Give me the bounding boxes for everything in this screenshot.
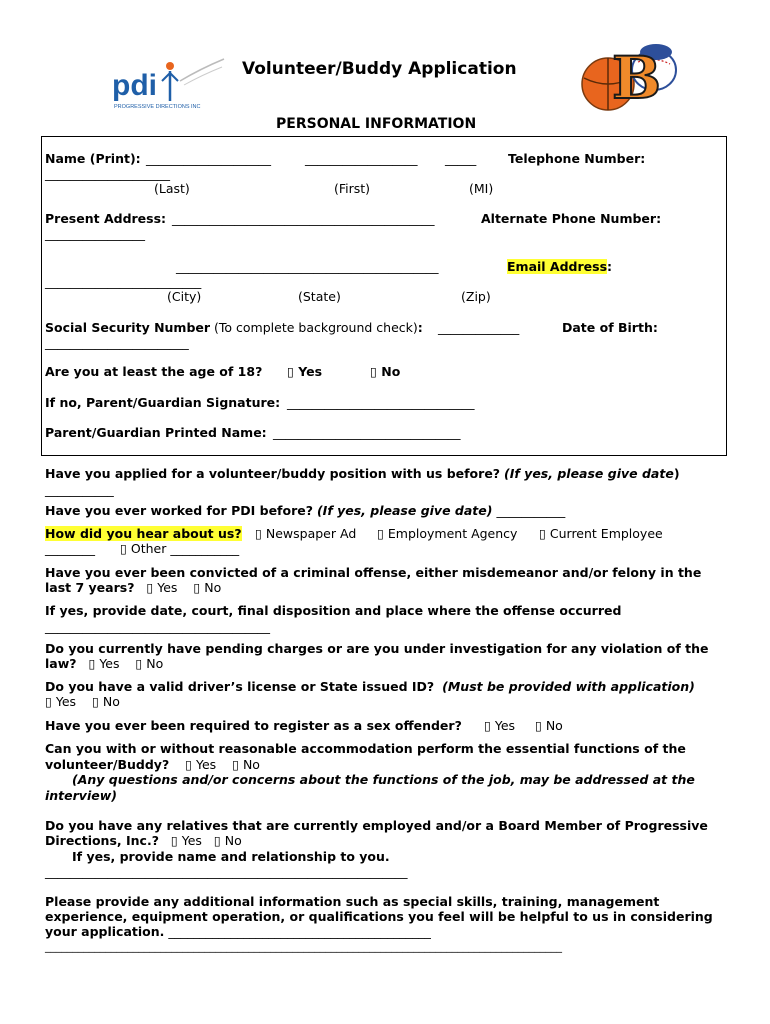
age-no-label: No bbox=[381, 364, 401, 379]
q9-no[interactable]: No bbox=[242, 757, 260, 772]
q1-close: ) bbox=[673, 466, 680, 481]
q10-field[interactable]: __________________________________________________________ bbox=[45, 864, 408, 879]
checkbox-icon[interactable]: ▯ bbox=[135, 656, 143, 671]
q9-line2-text: volunteer/Buddy? bbox=[45, 757, 170, 772]
q11-line1: Please provide any additional information such as special skills, training, management bbox=[45, 894, 660, 909]
q3-opt3-field[interactable]: ________ bbox=[45, 541, 95, 556]
checkbox-icon[interactable]: ▯ bbox=[120, 541, 127, 556]
q3-opt3-label: Current Employee bbox=[549, 526, 663, 541]
q10-yes[interactable]: Yes bbox=[181, 833, 202, 848]
q4-yes[interactable]: Yes bbox=[157, 580, 178, 595]
q1 bbox=[45, 466, 680, 481]
checkbox-icon[interactable]: ▯ bbox=[185, 757, 192, 772]
q2-field[interactable]: ___________ bbox=[496, 503, 566, 518]
q7-no[interactable]: No bbox=[102, 694, 120, 709]
ssn-note: (To complete background check) bbox=[214, 320, 418, 335]
ssn-label: Social Security Number bbox=[45, 320, 211, 335]
q10-line1: Do you have any relatives that are currently employed and/or a Board Member of Progressive bbox=[45, 818, 708, 833]
first-caption: (First) bbox=[334, 181, 371, 196]
checkbox-icon[interactable]: ▯ bbox=[91, 694, 99, 709]
q11-line2: experience, equipment operation, or qualifications you feel will be helpful to us in considering bbox=[45, 909, 713, 924]
q6-yes[interactable]: Yes bbox=[99, 656, 120, 671]
age-question: Are you at least the age of 18? bbox=[45, 364, 263, 379]
checkbox-icon[interactable]: ▯ bbox=[377, 526, 384, 541]
q11-field[interactable]: __________________________________________ bbox=[168, 924, 431, 939]
b-ball-logo bbox=[578, 32, 680, 118]
name-label: Name (Print): bbox=[45, 151, 141, 166]
q6-line2 bbox=[45, 656, 163, 671]
checkbox-icon[interactable]: ▯ bbox=[146, 580, 154, 595]
q8-options bbox=[484, 718, 563, 733]
q4-line1: Have you ever been convicted of a criminal offense, either misdemeanor and/or felony in the bbox=[45, 565, 702, 580]
q11-field2[interactable]: ______________________________________________________________________________________________ bbox=[45, 940, 562, 953]
q4-no[interactable]: No bbox=[204, 580, 222, 595]
checkbox-icon[interactable]: ▯ bbox=[370, 364, 377, 379]
zip-caption: (Zip) bbox=[461, 289, 491, 304]
q3 bbox=[45, 526, 242, 541]
q10-no[interactable]: No bbox=[224, 833, 242, 848]
q3-text: How did you hear about us? bbox=[45, 526, 242, 541]
q2 bbox=[45, 503, 565, 518]
b-logo-letter: B bbox=[612, 44, 662, 112]
dob-label: Date of Birth: bbox=[562, 320, 658, 335]
q1-text: Have you applied for a volunteer/buddy position with us before? bbox=[45, 466, 501, 481]
checkbox-icon[interactable]: ▯ bbox=[45, 694, 52, 709]
section-title: PERSONAL INFORMATION bbox=[276, 116, 477, 132]
mi-caption: (MI) bbox=[469, 181, 494, 196]
checkbox-icon[interactable]: ▯ bbox=[255, 526, 262, 541]
checkbox-icon[interactable]: ▯ bbox=[170, 833, 178, 848]
ssn-colon: : bbox=[417, 320, 423, 335]
guardian-sig-field[interactable]: ______________________________ bbox=[287, 395, 475, 410]
telephone-label: Telephone Number: bbox=[508, 151, 646, 166]
q1-note: (If yes, please give date bbox=[504, 466, 674, 481]
q7-yes[interactable]: Yes bbox=[55, 694, 77, 709]
pdi-logo bbox=[110, 55, 230, 111]
last-caption: (Last) bbox=[154, 181, 190, 196]
age-yes-option[interactable] bbox=[287, 364, 322, 379]
q3-opt1-label: Newspaper Ad bbox=[265, 526, 357, 541]
email-label bbox=[507, 259, 612, 274]
name-last-field[interactable]: ____________________ bbox=[146, 151, 271, 166]
q10-line2-text: Directions, Inc.? bbox=[45, 833, 159, 848]
name-first-field[interactable]: __________________ bbox=[305, 151, 418, 166]
address-label: Present Address: bbox=[45, 211, 167, 226]
telephone-field[interactable]: ____________________ bbox=[45, 166, 170, 181]
q2-text: Have you ever worked for PDI before? bbox=[45, 503, 313, 518]
guardian-sig-label: If no, Parent/Guardian Signature: bbox=[45, 395, 281, 410]
q11-line3-text: your application. bbox=[45, 924, 165, 939]
checkbox-icon[interactable]: ▯ bbox=[287, 364, 294, 379]
q3-opt2-label: Employment Agency bbox=[387, 526, 518, 541]
q7-options bbox=[45, 694, 120, 709]
q1-field[interactable]: ___________ bbox=[45, 482, 114, 497]
q6-line1: Do you currently have pending charges or are you under investigation for any violation of the bbox=[45, 641, 709, 656]
pdi-tagline: PROGRESSIVE DIRECTIONS INC bbox=[114, 104, 201, 110]
checkbox-icon[interactable]: ▯ bbox=[539, 526, 546, 541]
q10-sub: If yes, provide name and relationship to you. bbox=[72, 849, 390, 864]
q9-line2 bbox=[45, 757, 260, 772]
checkbox-icon[interactable]: ▯ bbox=[232, 757, 239, 772]
address-line2-field[interactable]: __________________________________________ bbox=[176, 259, 439, 274]
ssn-field[interactable]: _____________ bbox=[438, 320, 520, 335]
q8-yes[interactable]: Yes bbox=[494, 718, 516, 733]
q9-note1: (Any questions and/or concerns about the functions of the job, may be addressed at the bbox=[72, 772, 695, 787]
age-yes-label: Yes bbox=[298, 364, 323, 379]
guardian-name-field[interactable]: ______________________________ bbox=[273, 425, 461, 440]
q2-note: (If yes, please give date) bbox=[316, 503, 493, 518]
alt-phone-label: Alternate Phone Number: bbox=[481, 211, 662, 226]
q5-text: If yes, provide date, court, final disposition and place where the offense occurred bbox=[45, 603, 622, 618]
q7-note: (Must be provided with application) bbox=[442, 679, 695, 694]
q9-yes[interactable]: Yes bbox=[195, 757, 217, 772]
checkbox-icon[interactable]: ▯ bbox=[88, 656, 96, 671]
page-title: Volunteer/Buddy Application bbox=[242, 59, 517, 79]
q3-opt1[interactable] bbox=[255, 526, 356, 541]
checkbox-icon[interactable]: ▯ bbox=[193, 580, 201, 595]
q3-opt4[interactable] bbox=[120, 541, 239, 556]
address-field[interactable]: __________________________________________ bbox=[172, 211, 435, 226]
city-caption: (City) bbox=[167, 289, 202, 304]
q11-line3 bbox=[45, 924, 431, 939]
guardian-name-label: Parent/Guardian Printed Name: bbox=[45, 425, 267, 440]
q3-opt4-label: Other bbox=[130, 541, 167, 556]
dob-field[interactable]: _______________________ bbox=[45, 335, 189, 350]
q3-opt2[interactable] bbox=[377, 526, 517, 541]
alt-phone-field[interactable]: ________________ bbox=[45, 226, 145, 241]
q6-line2-text: law? bbox=[45, 656, 77, 671]
q7-text: Do you have a valid driver’s license or State issued ID? bbox=[45, 679, 435, 694]
pdi-logo-text: pdi bbox=[112, 69, 157, 102]
checkbox-icon[interactable]: ▯ bbox=[484, 718, 491, 733]
q4-line2 bbox=[45, 580, 221, 595]
email-field[interactable]: _________________________ bbox=[45, 274, 202, 289]
q8-text: Have you ever been required to register as a sex offender? bbox=[45, 718, 462, 733]
q7 bbox=[45, 679, 695, 694]
email-colon: : bbox=[607, 259, 613, 274]
name-mi-field[interactable]: _____ bbox=[445, 151, 477, 166]
q4-line2-text: last 7 years? bbox=[45, 580, 135, 595]
checkbox-icon[interactable]: ▯ bbox=[534, 718, 542, 733]
q3-opt3[interactable] bbox=[539, 526, 663, 541]
ssn-line bbox=[45, 320, 423, 335]
q9-note2: interview) bbox=[45, 788, 117, 803]
q9-line1: Can you with or without reasonable accommodation perform the essential functions of the bbox=[45, 741, 686, 756]
q10-line2 bbox=[45, 833, 242, 848]
age-no-option[interactable] bbox=[370, 364, 400, 379]
q6-no[interactable]: No bbox=[146, 656, 164, 671]
q5-field[interactable]: ____________________________________ bbox=[45, 619, 270, 634]
checkbox-icon[interactable]: ▯ bbox=[213, 833, 221, 848]
q8-no[interactable]: No bbox=[545, 718, 563, 733]
email-label-text: Email Address bbox=[507, 259, 608, 274]
state-caption: (State) bbox=[298, 289, 341, 304]
q3-other-field[interactable]: ___________ bbox=[170, 541, 240, 556]
